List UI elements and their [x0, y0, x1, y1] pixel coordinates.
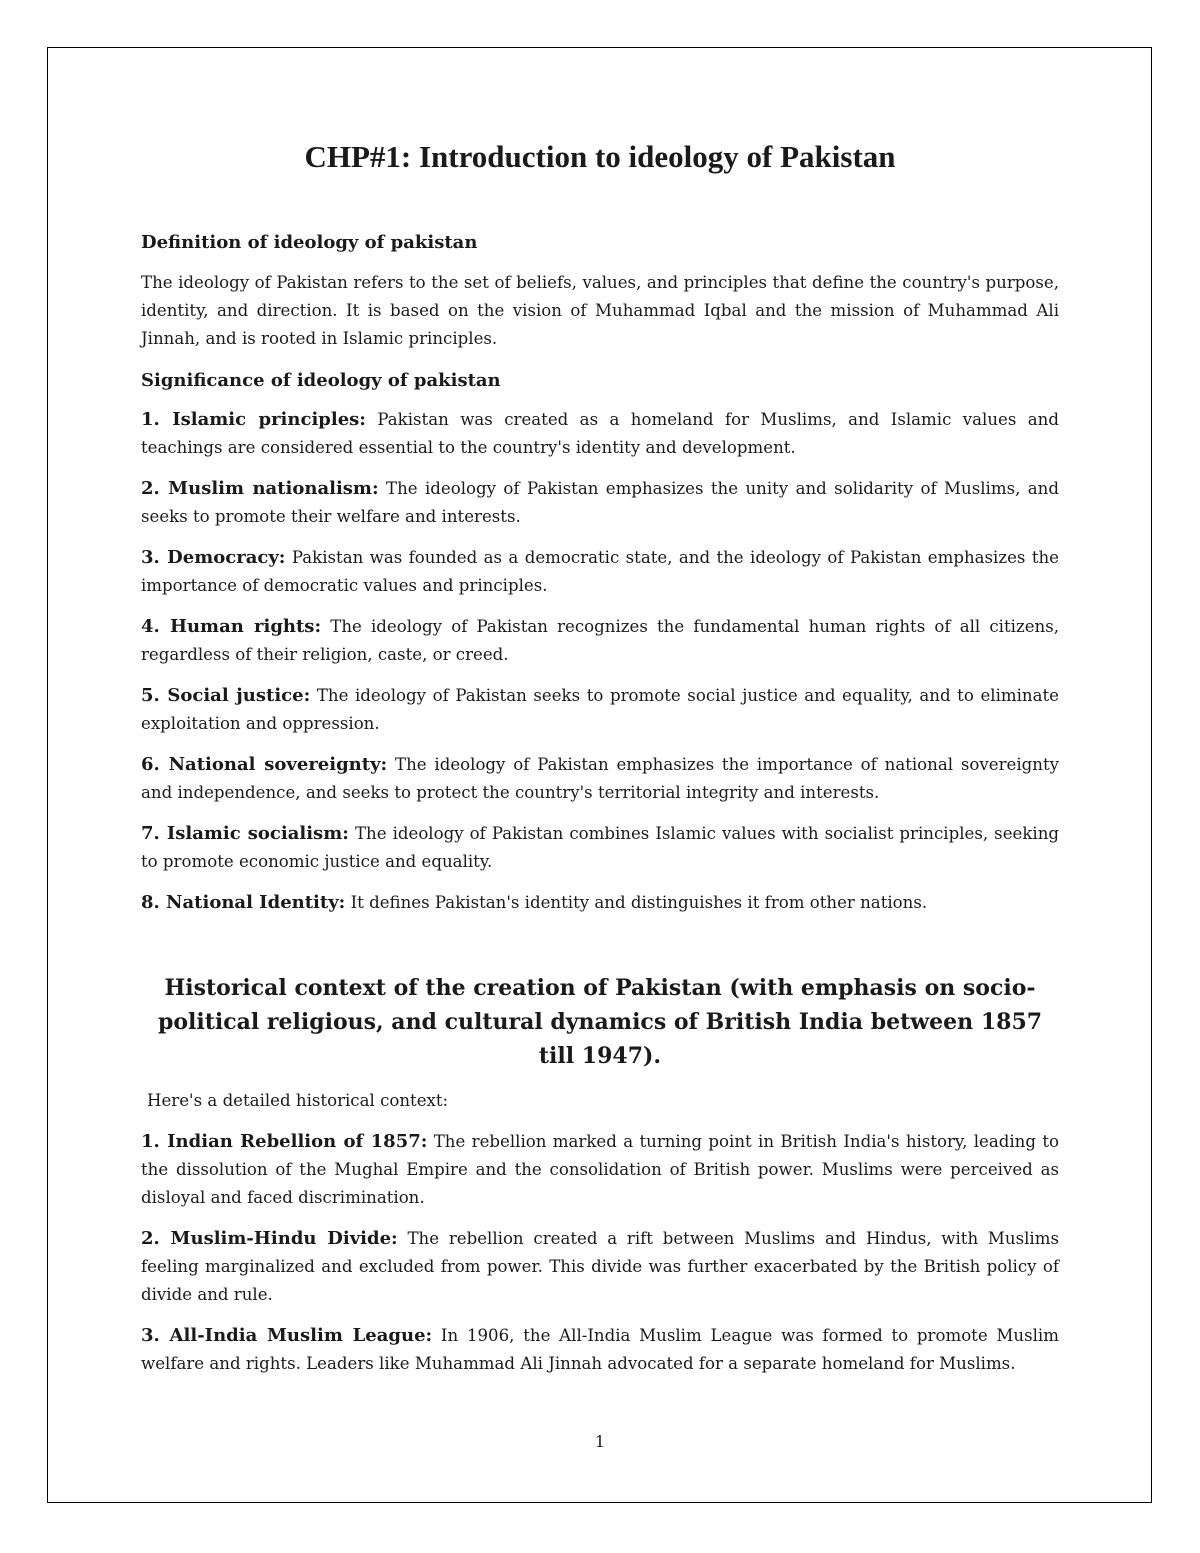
- item-text: It defines Pakistan's identity and distinguishes it from other nations.: [345, 892, 928, 912]
- significance-item: [141, 820, 1059, 876]
- chapter-title: CHP#1: Introduction to ideology of Pakistan: [304, 139, 896, 174]
- significance-item: [141, 475, 1059, 531]
- historical-intro: Here's a detailed historical context:: [147, 1090, 449, 1110]
- item-term: 3. Democracy:: [141, 546, 286, 568]
- significance-item: [141, 406, 1059, 462]
- item-term: 4. Human rights:: [141, 615, 322, 637]
- significance-item: [141, 751, 1059, 807]
- item-term: 2. Muslim nationalism:: [141, 477, 379, 499]
- historical-item: [141, 1128, 1059, 1212]
- significance-item: [141, 613, 1059, 669]
- significance-item: [141, 544, 1059, 600]
- item-text: The rebellion created a rift between Muslims and Hindus, with Muslims feeling marginalized and excluded from power. This divide was further exacerbated by the British policy of divide and rule.: [141, 1228, 1059, 1304]
- page-number: 1: [594, 1432, 606, 1451]
- item-text: The ideology of Pakistan emphasizes the importance of national sovereignty and independence, and seeks to protect the country's territorial integrity and interests.: [141, 754, 1059, 802]
- item-term: 7. Islamic socialism:: [141, 822, 349, 844]
- item-term: 5. Social justice:: [141, 684, 311, 706]
- item-term: 6. National sovereignty:: [141, 753, 388, 775]
- item-term: 1. Indian Rebellion of 1857:: [141, 1130, 428, 1152]
- definition-paragraph: The ideology of Pakistan refers to the set of beliefs, values, and principles that define the country's purpose, identity, and direction. It is based on the vision of Muhammad Iqbal and the mission of Muhammad Ali Jinnah, and is rooted in Islamic principles.: [141, 272, 1059, 348]
- item-text: The ideology of Pakistan recognizes the fundamental human rights of all citizens, regardless of their religion, caste, or creed.: [141, 616, 1059, 664]
- item-text: Pakistan was created as a homeland for Muslims, and Islamic values and teachings are considered essential to the country's identity and development.: [141, 409, 1059, 457]
- item-text: The ideology of Pakistan seeks to promote social justice and equality, and to eliminate exploitation and oppression.: [141, 685, 1059, 733]
- document-body: [141, 138, 1059, 1391]
- historical-context-heading: Historical context of the creation of Pakistan (with emphasis on socio-political religious, and cultural dynamics of British India between 1857 till 1947).: [157, 974, 1043, 1069]
- historical-item: [141, 1225, 1059, 1309]
- definition-heading: Definition of ideology of pakistan: [141, 232, 478, 254]
- item-term: 3. All-India Muslim League:: [141, 1324, 433, 1346]
- historical-item: [141, 1322, 1059, 1378]
- item-term: 1. Islamic principles:: [141, 408, 366, 430]
- item-text: The ideology of Pakistan emphasizes the unity and solidarity of Muslims, and seeks to promote their welfare and interests.: [141, 478, 1059, 526]
- significance-item: [141, 682, 1059, 738]
- significance-heading: Significance of ideology of pakistan: [141, 369, 501, 391]
- item-text: In 1906, the All-India Muslim League was formed to promote Muslim welfare and rights. Leaders like Muhammad Ali Jinnah advocated for a separate homeland for Muslims.: [141, 1325, 1059, 1373]
- significance-item: [141, 889, 1059, 917]
- item-text: The rebellion marked a turning point in British India's history, leading to the dissolution of the Mughal Empire and the consolidation of British power. Muslims were perceived as disloyal and faced discrimination.: [141, 1131, 1059, 1207]
- item-term: 8. National Identity:: [141, 891, 346, 913]
- item-text: Pakistan was founded as a democratic state, and the ideology of Pakistan emphasizes the importance of democratic values and principles.: [141, 547, 1059, 595]
- item-text: The ideology of Pakistan combines Islamic values with socialist principles, seeking to promote economic justice and equality.: [141, 823, 1060, 871]
- item-term: 2. Muslim-Hindu Divide:: [141, 1227, 398, 1249]
